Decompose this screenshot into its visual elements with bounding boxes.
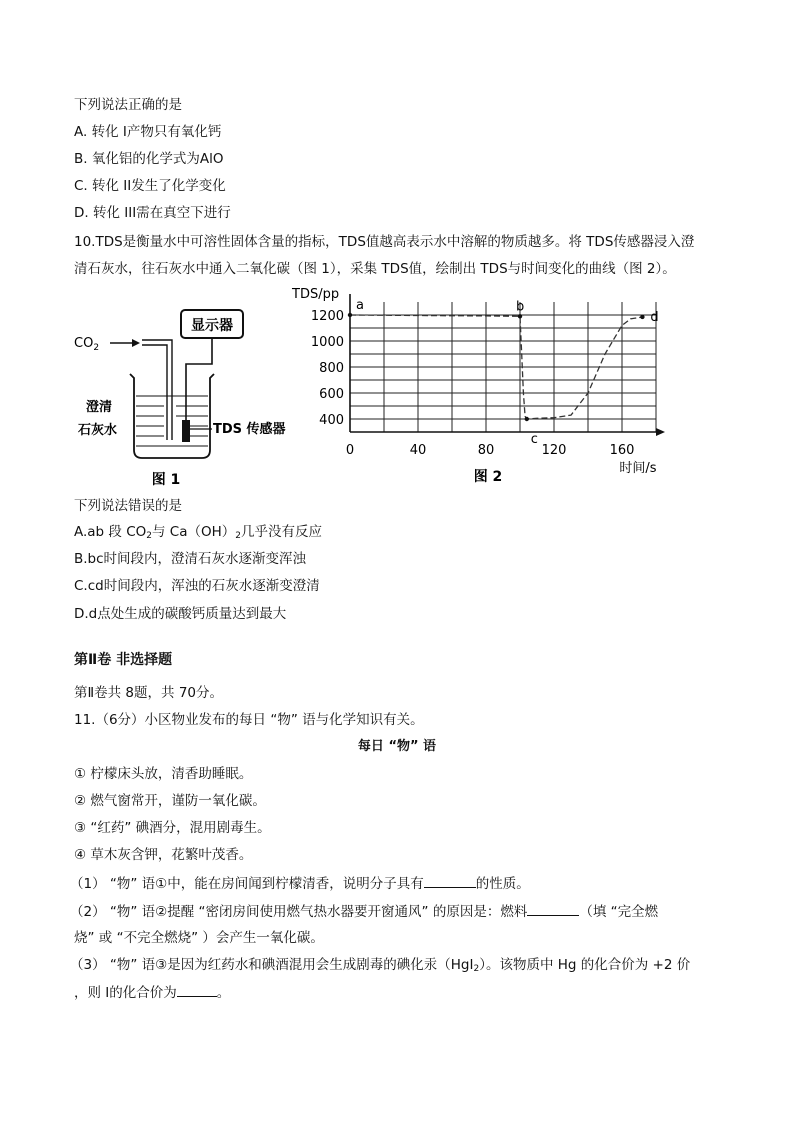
q11-item-3: ③ “红药” 碘酒分，混用剧毒生。 bbox=[74, 820, 271, 836]
chart-point-b bbox=[518, 314, 522, 318]
sensor-label: TDS 传感器 bbox=[213, 422, 286, 437]
figure-2-chart bbox=[290, 282, 690, 487]
y-tick-label: 800 bbox=[319, 361, 344, 376]
q11-sub-3: （3） “物” 语③是因为红药水和碘酒混用会生成剧毒的碘化汞（HgI$_2$）。该物质中 Hg 的化合价为 +2 价 bbox=[70, 957, 691, 974]
chart-point-label-d: d bbox=[650, 309, 659, 325]
q10-option-b: B.bc时间段内，澄清石灰水逐渐变浑浊 bbox=[74, 551, 307, 567]
q11-stem: 11.（6分）小区物业发布的每日 “物” 语与化学知识有关。 bbox=[74, 712, 424, 728]
q10-stem-line1: 10.TDS是衡量水中可溶性固体含量的指标，TDS值越高表示水中溶解的物质越多。将 TDS传感器浸入澄 bbox=[74, 234, 695, 250]
liquid-label-1: 澄清 bbox=[86, 400, 113, 415]
q10-option-a: A.ab 段 $CO_2$与 $Ca(OH)_2$几乎没有反应 bbox=[74, 524, 323, 541]
answer-blank-2[interactable] bbox=[527, 901, 579, 916]
chart-point-label-b: b bbox=[516, 299, 525, 315]
chart-point-label-c: c bbox=[530, 432, 538, 447]
display-label: 显示器 bbox=[191, 318, 233, 334]
q10-stem-line2: 清石灰水，往石灰水中通入二氧化碳（图 1），采集 TDS值，绘制出 TDS与时间变化的曲线（图 2）。 bbox=[74, 261, 676, 277]
q10-prompt: 下列说法错误的是 bbox=[74, 498, 182, 514]
y-tick-label: 1000 bbox=[310, 335, 344, 350]
answer-blank-3[interactable] bbox=[177, 982, 217, 997]
liquid-label-2: 石灰水 bbox=[78, 423, 118, 438]
y-tick-label: 400 bbox=[319, 413, 344, 428]
x-tick-label: 0 bbox=[345, 443, 355, 458]
gas-arrow-head bbox=[132, 339, 140, 347]
chart-point-a bbox=[348, 313, 352, 317]
q10-option-c: C.cd时间段内，浑浊的石灰水逐渐变澄清 bbox=[74, 578, 320, 594]
y-tick-label: 600 bbox=[319, 387, 344, 402]
q11-sub-2-cont: 烧” 或 “不完全燃烧” ）会产生一氧化碳。 bbox=[74, 930, 324, 946]
q11-item-1: ① 柠檬床头放，清香助睡眠。 bbox=[74, 766, 253, 782]
section-2-intro: 第Ⅱ卷共 8题，共 70分。 bbox=[74, 685, 223, 701]
q11-item-4: ④ 草木灰含钾，花繁叶茂香。 bbox=[74, 847, 253, 863]
q10-option-d: D.d点处生成的碳酸钙质量达到最大 bbox=[74, 606, 287, 622]
x-tick-label: 80 bbox=[477, 443, 495, 458]
figure-1-apparatus bbox=[68, 298, 298, 493]
chart-point-label-a: a bbox=[356, 298, 364, 313]
chart-point-labels bbox=[348, 298, 659, 447]
chart-point-c bbox=[525, 417, 529, 421]
q11-sub-3-cont: ，则 I的化合价为 。 bbox=[74, 982, 230, 1003]
tds-sensor-probe bbox=[182, 420, 190, 442]
figure-2-caption: 图 2 bbox=[473, 469, 503, 485]
x-tick-label: 120 bbox=[541, 443, 567, 458]
figure-1-caption: 图 1 bbox=[151, 472, 181, 488]
q9-option-c: C. 转化 II发生了化学变化 bbox=[74, 178, 226, 194]
q9-prompt: 下列说法正确的是 bbox=[74, 97, 182, 113]
q9-option-a: A. 转化 I产物只有氧化钙 bbox=[74, 124, 222, 140]
q11-sub-2: （2） “物” 语②提醒 “密闭房间使用燃气热水器要开窗通风” 的原因是：燃料 （填 “完全燃 bbox=[70, 901, 658, 922]
q11-box-title: 每日 “物” 语 bbox=[357, 739, 437, 754]
q11-item-2: ② 燃气窗常开，谨防一氧化碳。 bbox=[74, 793, 266, 809]
q9-option-b: B. 氧化铝的化学式为AlO bbox=[74, 151, 224, 167]
chart-y-label: TDS/pp bbox=[292, 287, 340, 302]
x-tick-label: 40 bbox=[409, 443, 427, 458]
chart-grid bbox=[350, 302, 659, 432]
chart-ticks bbox=[311, 309, 635, 458]
q11-sub-1: （1） “物” 语①中，能在房间闻到柠檬清香，说明分子具有 的性质。 bbox=[70, 873, 530, 894]
q9-option-d: D. 转化 III需在真空下进行 bbox=[74, 205, 231, 221]
answer-blank-1[interactable] bbox=[424, 873, 476, 888]
gas-label: $CO_2$ bbox=[74, 336, 100, 353]
section-2-heading: 第Ⅱ卷 非选择题 bbox=[74, 652, 173, 668]
x-axis-arrow bbox=[656, 428, 665, 436]
chart-point-d bbox=[640, 315, 644, 319]
y-tick-label: 1200 bbox=[310, 309, 344, 324]
chart-x-label: 时间/s bbox=[619, 461, 657, 476]
x-tick-label: 160 bbox=[609, 443, 635, 458]
sensor-wire bbox=[186, 338, 212, 422]
